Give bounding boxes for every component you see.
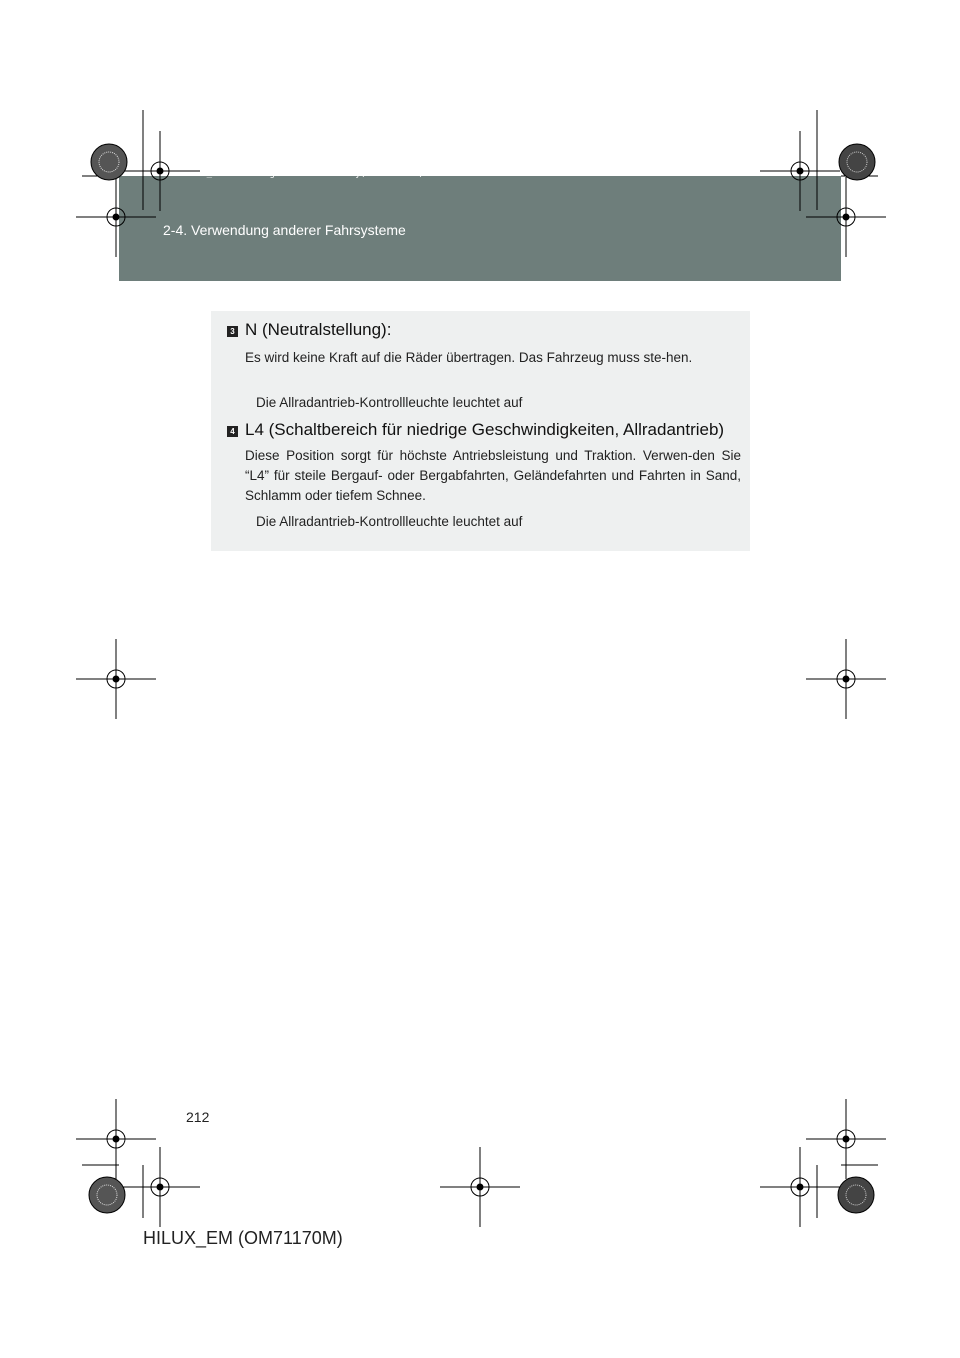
document-code: HILUX_EM (OM71170M) bbox=[143, 1228, 343, 1248]
item-marker-4: 4 bbox=[227, 426, 238, 437]
registration-mark-icon bbox=[806, 177, 886, 257]
registration-mark-icon bbox=[760, 1147, 840, 1227]
item-note-l4: Die Allradantrieb-Kontrollleuchte leuchtet auf bbox=[256, 514, 523, 529]
starburst-target-icon bbox=[89, 1177, 125, 1213]
page-number: 212 bbox=[186, 1109, 210, 1125]
registration-mark-icon bbox=[760, 131, 840, 211]
registration-mark-icon bbox=[440, 1147, 520, 1227]
registration-mark-icon bbox=[806, 1099, 886, 1179]
registration-mark-icon bbox=[76, 1099, 156, 1179]
registration-mark-icon bbox=[120, 1147, 200, 1227]
registration-mark-icon bbox=[120, 131, 200, 211]
registration-mark-icon bbox=[76, 177, 156, 257]
section-title: 2-4. Verwendung anderer Fahrsysteme bbox=[163, 222, 406, 238]
starburst-target-icon bbox=[91, 144, 127, 180]
item-body-neutral: Es wird keine Kraft auf die Räder übertragen. Das Fahrzeug muss ste-hen. bbox=[245, 350, 693, 365]
registration-mark-icon bbox=[76, 639, 156, 719]
book-stamp: HILUX_EM.book Page 212 Wednesday, March 23, 2011 2:48 PM bbox=[178, 169, 499, 179]
item-note-neutral: Die Allradantrieb-Kontrollleuchte leuchtet auf bbox=[256, 395, 523, 410]
starburst-target-icon bbox=[838, 1177, 874, 1213]
item-heading-l4: L4 (Schaltbereich für niedrige Geschwindigkeiten, Allradantrieb) bbox=[245, 420, 725, 439]
registration-mark-icon bbox=[806, 639, 886, 719]
starburst-target-icon bbox=[839, 144, 875, 180]
item-body-l4: Diese Position sorgt für höchste Antriebsleistung und Traktion. Verwen-den Sie “L4” für steile Bergauf- oder Bergabfahrten, Geländefahrten und Fahrten in Sand, Schlamm oder tiefem Schnee. bbox=[245, 448, 741, 503]
item-marker-3: 3 bbox=[227, 326, 238, 337]
item-heading-neutral: N (Neutralstellung): bbox=[245, 320, 392, 339]
